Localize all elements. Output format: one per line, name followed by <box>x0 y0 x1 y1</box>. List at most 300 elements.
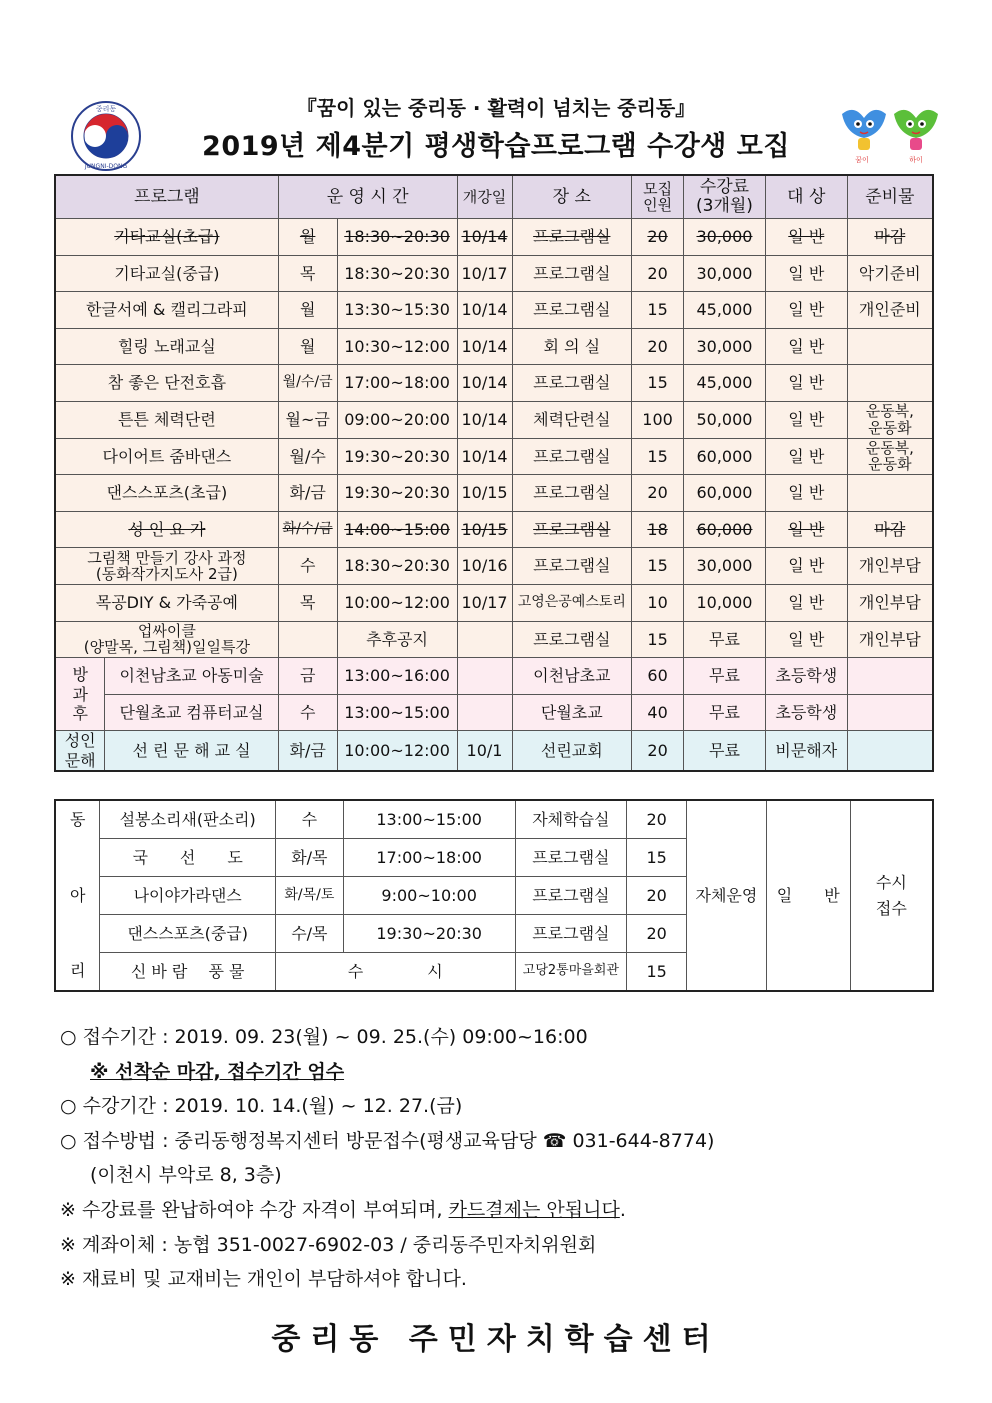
table-row <box>55 621 933 658</box>
place <box>512 548 632 585</box>
time-text: 13:00~15:00 <box>344 702 450 722</box>
col-header-place: 장 소 <box>512 175 632 219</box>
club-row <box>55 800 933 839</box>
start-date <box>457 694 512 731</box>
program-name <box>55 401 278 438</box>
day-text: 월 <box>299 227 316 246</box>
target-text: 일 반 <box>788 556 825 576</box>
day <box>278 731 337 771</box>
place <box>512 328 632 365</box>
start-date-text: 10/15 <box>461 519 508 539</box>
notice-fee-c: . <box>619 1198 626 1221</box>
club-day-time: 수 시 <box>275 953 515 992</box>
preparation <box>847 731 933 771</box>
preparation-text: 마감 <box>874 519 906 539</box>
capacity <box>632 511 684 548</box>
fee-text: 무료 <box>709 702 740 722</box>
program-name <box>55 438 278 475</box>
target-text: 일 반 <box>788 592 825 612</box>
place-text: 프로그램실 <box>533 263 611 283</box>
club-program: 나이야가라댄스 <box>100 877 276 915</box>
club-capacity: 15 <box>627 839 687 877</box>
start-date <box>457 365 512 402</box>
program-name <box>55 621 278 658</box>
target <box>765 255 847 292</box>
col-header-start: 개강일 <box>457 175 512 219</box>
time <box>337 658 457 695</box>
notice-first-come-text: ※ 선착순 마감, 접수기간 엄수 <box>90 1060 345 1083</box>
time <box>337 731 457 771</box>
capacity <box>632 328 684 365</box>
day-text: 월/수 <box>289 446 326 466</box>
fee <box>684 658 766 695</box>
capacity-text: 20 <box>647 336 668 356</box>
preparation-text: 개인준비 <box>858 300 921 320</box>
target-text: 일 반 <box>788 519 825 539</box>
target-text: 일 반 <box>788 300 825 320</box>
day <box>278 584 337 621</box>
capacity <box>632 365 684 402</box>
table-row <box>55 438 933 475</box>
club-program: 신 바 람 풍 물 <box>100 953 276 992</box>
fee-text: 30,000 <box>696 556 753 576</box>
program-name <box>55 255 278 292</box>
program-name <box>105 694 278 731</box>
place-text: 프로그램실 <box>533 556 611 576</box>
place <box>512 292 632 329</box>
adult-literacy-row <box>55 731 933 771</box>
fee-text: 무료 <box>709 629 740 649</box>
fee <box>684 365 766 402</box>
place <box>512 731 632 771</box>
program-name <box>105 658 278 695</box>
start-date <box>457 511 512 548</box>
start-date-text: 10/14 <box>461 336 508 356</box>
capacity-text: 40 <box>647 702 668 722</box>
time-text: 18:30~20:30 <box>344 227 450 246</box>
program-name-text: 힐링 노래교실 <box>117 336 216 356</box>
fee <box>684 548 766 585</box>
club-program: 국 선 도 <box>100 839 276 877</box>
preparation <box>847 475 933 512</box>
capacity-text: 15 <box>647 556 668 576</box>
capacity-text: 60 <box>647 666 668 686</box>
target <box>765 584 847 621</box>
capacity-text: 15 <box>647 300 668 320</box>
club-capacity: 20 <box>627 915 687 953</box>
program-name-text: 기타교실(초급) <box>114 227 220 246</box>
time <box>337 365 457 402</box>
notice-method: ○ 접수방법 : 중리동행정복지센터 방문접수(평생교육담당 ☎ 031-644-8774) <box>60 1129 715 1152</box>
club-place: 프로그램실 <box>515 839 627 877</box>
col-header-time: 운 영 시 간 <box>278 175 457 219</box>
time <box>337 292 457 329</box>
capacity-text: 100 <box>642 409 673 429</box>
program-name <box>55 548 278 585</box>
capacity <box>632 475 684 512</box>
start-date <box>457 328 512 365</box>
blue-mascot-icon <box>842 110 886 150</box>
start-date-text: 10/17 <box>461 592 508 612</box>
place <box>512 255 632 292</box>
capacity-text: 15 <box>647 373 668 393</box>
start-date-text: 10/14 <box>461 227 508 246</box>
logo-text-bottom: JUNGNI-DONG <box>84 163 128 170</box>
fee <box>684 328 766 365</box>
fee-text: 45,000 <box>696 373 753 393</box>
club-time: 19:30~20:30 <box>343 915 515 953</box>
start-date-text: 10/14 <box>461 300 508 320</box>
day-text: 화/금 <box>289 740 326 760</box>
club-time: 17:00~18:00 <box>343 839 515 877</box>
time <box>337 438 457 475</box>
club-place: 고당2통마을회관 <box>515 953 627 992</box>
target <box>765 621 847 658</box>
mascot-characters <box>836 104 946 166</box>
program-name <box>55 511 278 548</box>
footer-organization: 중리동 주민자치학습센터 <box>271 1322 721 1357</box>
time-text: 13:30~15:30 <box>344 300 450 320</box>
day <box>278 292 337 329</box>
day <box>278 365 337 402</box>
place <box>512 621 632 658</box>
place <box>512 219 632 256</box>
start-date-text: 10/14 <box>461 373 508 393</box>
place-text: 체력단련실 <box>533 409 611 429</box>
preparation <box>847 511 933 548</box>
time-text: 10:00~12:00 <box>344 740 450 760</box>
club-day: 화/목 <box>275 839 343 877</box>
program-name <box>55 365 278 402</box>
notice-course-period: ○ 수강기간 : 2019. 10. 14.(월) ~ 12. 27.(금) <box>60 1095 463 1118</box>
place <box>512 694 632 731</box>
fee-text: 50,000 <box>696 409 753 429</box>
after-school-row <box>55 694 933 731</box>
place-text: 이천남초교 <box>533 666 611 686</box>
club-label-3: 리 <box>55 953 100 992</box>
capacity-text: 20 <box>647 483 668 503</box>
program-name <box>55 219 278 256</box>
program-name <box>55 328 278 365</box>
club-capacity: 15 <box>627 953 687 992</box>
fee-text: 60,000 <box>696 446 753 466</box>
target-text: 일 반 <box>788 483 825 503</box>
program-name-text: 그림책 만들기 강사 과정 (동화작가지도사 2급) <box>87 548 247 584</box>
target <box>765 731 847 771</box>
target <box>765 548 847 585</box>
place <box>512 365 632 402</box>
program-name-text: 한글서예 & 캘리그라피 <box>85 300 248 320</box>
after-school-label-text: 방 과 후 <box>72 665 88 723</box>
capacity <box>632 255 684 292</box>
fee <box>684 621 766 658</box>
time <box>337 548 457 585</box>
table-row <box>55 365 933 402</box>
notice-account: ※ 계좌이체 : 농협 351-0027-6902-03 / 중리동주민자치위원회 <box>60 1233 597 1256</box>
fee <box>684 438 766 475</box>
capacity <box>632 731 684 771</box>
time-text: 17:00~18:00 <box>344 373 450 393</box>
capacity <box>632 292 684 329</box>
fee <box>684 511 766 548</box>
target-text: 일 반 <box>788 409 825 429</box>
preparation <box>847 401 933 438</box>
place-text: 단월초교 <box>540 702 603 722</box>
preparation-text: 악기준비 <box>858 263 921 283</box>
day <box>278 219 337 256</box>
fee <box>684 401 766 438</box>
time <box>337 511 457 548</box>
day <box>278 621 337 658</box>
place-text: 프로그램실 <box>533 373 611 393</box>
start-date-text: 10/16 <box>461 556 508 576</box>
capacity <box>632 584 684 621</box>
club-capacity: 20 <box>627 800 687 839</box>
preparation <box>847 694 933 731</box>
notice-fee <box>60 1193 940 1228</box>
day <box>278 548 337 585</box>
mascot-right-caption: 하이 <box>909 156 923 164</box>
table-row <box>55 475 933 512</box>
target-text: 초등학생 <box>775 666 838 686</box>
program-name-text: 다이어트 줌바댄스 <box>102 446 232 466</box>
table-row <box>55 401 933 438</box>
table-row <box>55 511 933 548</box>
fee <box>684 694 766 731</box>
schedule <box>337 621 457 658</box>
program-name <box>55 584 278 621</box>
table-header-row <box>55 175 933 219</box>
after-school-label <box>55 658 105 731</box>
place-text: 프로그램실 <box>533 519 611 539</box>
preparation <box>847 219 933 256</box>
page-title: 2019년 제4분기 평생학습프로그램 수강생 모집 <box>202 131 790 162</box>
day-text: 화/금 <box>289 483 326 503</box>
preparation <box>847 584 933 621</box>
fee-text: 60,000 <box>696 483 753 503</box>
fee-text: 30,000 <box>696 227 753 246</box>
target-text: 일 반 <box>788 629 825 649</box>
club-program: 설봉소리새(판소리) <box>100 800 276 839</box>
preparation <box>847 438 933 475</box>
day <box>278 401 337 438</box>
place-text: 프로그램실 <box>533 300 611 320</box>
target-text: 초등학생 <box>775 702 838 722</box>
club-time: 13:00~15:00 <box>343 800 515 839</box>
target-text: 비문해자 <box>775 740 838 760</box>
fee <box>684 731 766 771</box>
target-text: 일 반 <box>788 263 825 283</box>
preparation-text: 운동복, 운동화 <box>865 438 914 474</box>
fee-text: 무료 <box>709 666 740 686</box>
club-prep-text: 수시 접수 <box>875 872 907 918</box>
time-text: 19:30~20:30 <box>344 446 450 466</box>
day-text: 목 <box>299 592 316 612</box>
club-label-spacer <box>55 915 100 953</box>
table-row <box>55 219 933 256</box>
notice-section <box>60 1020 940 1297</box>
club-prep <box>850 800 933 991</box>
preparation <box>847 658 933 695</box>
fee <box>684 255 766 292</box>
notice-materials: ※ 재료비 및 교재비는 개인이 부담하셔야 합니다. <box>60 1268 467 1291</box>
target <box>765 401 847 438</box>
target-text: 일 반 <box>788 227 825 246</box>
preparation <box>847 548 933 585</box>
capacity <box>632 621 684 658</box>
fee-text: 60,000 <box>696 519 753 539</box>
place <box>512 475 632 512</box>
mascot-left-caption: 꿈이 <box>855 156 869 164</box>
target-text: 일 반 <box>788 336 825 356</box>
target <box>765 511 847 548</box>
start-date <box>457 621 512 658</box>
club-target: 일 반 <box>766 800 850 991</box>
day <box>278 438 337 475</box>
place-text: 프로그램실 <box>533 227 611 246</box>
after-school-row <box>55 658 933 695</box>
place <box>512 658 632 695</box>
capacity <box>632 658 684 695</box>
day <box>278 511 337 548</box>
target <box>765 292 847 329</box>
place-text: 회 의 실 <box>543 336 601 356</box>
fee-text: 30,000 <box>696 336 753 356</box>
fee <box>684 292 766 329</box>
table-row <box>55 328 933 365</box>
table-row <box>55 292 933 329</box>
capacity-text: 20 <box>647 263 668 283</box>
program-name <box>105 731 278 771</box>
place <box>512 511 632 548</box>
place-text: 프로그램실 <box>533 629 611 649</box>
start-date-text: 10/15 <box>461 483 508 503</box>
target <box>765 365 847 402</box>
place <box>512 401 632 438</box>
day-text: 수 <box>299 556 316 576</box>
preparation <box>847 328 933 365</box>
notice-first-come <box>60 1055 940 1090</box>
capacity-text: 18 <box>647 519 668 539</box>
start-date <box>457 475 512 512</box>
adult-literacy-label <box>55 731 105 771</box>
fee-text: 무료 <box>709 740 740 760</box>
time <box>337 219 457 256</box>
preparation <box>847 255 933 292</box>
time <box>337 328 457 365</box>
fee <box>684 584 766 621</box>
capacity-text: 15 <box>647 629 668 649</box>
start-date <box>457 219 512 256</box>
day-text: 월 <box>299 336 316 356</box>
program-name-text: 기타교실(중급) <box>114 263 220 283</box>
start-date <box>457 292 512 329</box>
program-name <box>55 292 278 329</box>
start-date <box>457 584 512 621</box>
fee-text: 45,000 <box>696 300 753 320</box>
club-label-2: 아 <box>55 877 100 915</box>
capacity-text: 10 <box>647 592 668 612</box>
club-fee: 자체운영 <box>687 800 767 991</box>
program-name <box>55 475 278 512</box>
day <box>278 694 337 731</box>
day <box>278 475 337 512</box>
target <box>765 328 847 365</box>
day-text: 화/수/금 <box>282 520 333 537</box>
capacity-text: 15 <box>647 446 668 466</box>
preparation <box>847 621 933 658</box>
col-header-capacity <box>632 175 684 219</box>
place-text: 선린교회 <box>540 740 603 760</box>
target <box>765 219 847 256</box>
start-date-text: 10/14 <box>461 409 508 429</box>
program-name-text: 목공DIY & 가죽공예 <box>95 592 238 612</box>
club-label-spacer <box>55 839 100 877</box>
day-text: 월~금 <box>285 409 330 429</box>
place-text: 고영은공예스토리 <box>517 594 626 611</box>
start-date-text: 10/14 <box>461 446 508 466</box>
preparation-text: 개인부담 <box>858 592 921 612</box>
day-text: 수 <box>299 702 316 722</box>
jungni-dong-emblem <box>70 100 142 172</box>
day-text: 금 <box>299 666 316 686</box>
capacity-text: 20 <box>647 740 668 760</box>
col-header-capacity-text: 모집 인원 <box>643 179 673 214</box>
start-date <box>457 401 512 438</box>
capacity <box>632 694 684 731</box>
day <box>278 328 337 365</box>
start-date-text: 10/1 <box>466 740 503 760</box>
program-name-text: 업싸이클 (양말목, 그림책)일일특강 <box>83 621 250 657</box>
club-place: 자체학습실 <box>515 800 627 839</box>
program-name-text: 댄스스포츠(초급) <box>106 483 228 503</box>
club-day: 수/목 <box>275 915 343 953</box>
green-mascot-icon <box>894 110 938 150</box>
start-date <box>457 731 512 771</box>
target-text: 일 반 <box>788 446 825 466</box>
preparation-text: 개인부담 <box>858 556 921 576</box>
club-day: 화/목/토 <box>275 877 343 915</box>
program-name-text: 성 인 요 가 <box>128 519 206 539</box>
fee <box>684 475 766 512</box>
time <box>337 401 457 438</box>
notice-fee-card: 카드결제는 안됩니다 <box>448 1198 620 1221</box>
time-text: 18:30~20:30 <box>344 263 450 283</box>
col-header-fee-text: 수강료 (3개월) <box>696 177 753 216</box>
notice-fee-a: ※ 수강료를 완납하여야 수강 자격이 부여되며, <box>60 1198 449 1221</box>
capacity <box>632 401 684 438</box>
target <box>765 438 847 475</box>
time <box>337 255 457 292</box>
start-date <box>457 548 512 585</box>
time-text: 10:00~12:00 <box>344 592 450 612</box>
time-text: 14:00~15:00 <box>344 519 450 539</box>
slogan: 『꿈이 있는 중리동 · 활력이 넘치는 중리동』 <box>296 96 696 120</box>
fee-text: 10,000 <box>696 592 753 612</box>
capacity <box>632 548 684 585</box>
club-label-1: 동 <box>55 800 100 839</box>
club-day: 수 <box>275 800 343 839</box>
preparation-text: 운동복, 운동화 <box>865 402 914 437</box>
preparation <box>847 292 933 329</box>
program-name-text: 선 린 문 해 교 실 <box>132 740 251 760</box>
club-time: 9:00~10:00 <box>343 877 515 915</box>
adult-literacy-label-text: 성인 문해 <box>64 731 96 770</box>
time <box>337 694 457 731</box>
schedule-text: 추후공지 <box>366 629 428 649</box>
club-place: 프로그램실 <box>515 915 627 953</box>
program-name-text: 단월초교 컴퓨터교실 <box>119 702 264 722</box>
